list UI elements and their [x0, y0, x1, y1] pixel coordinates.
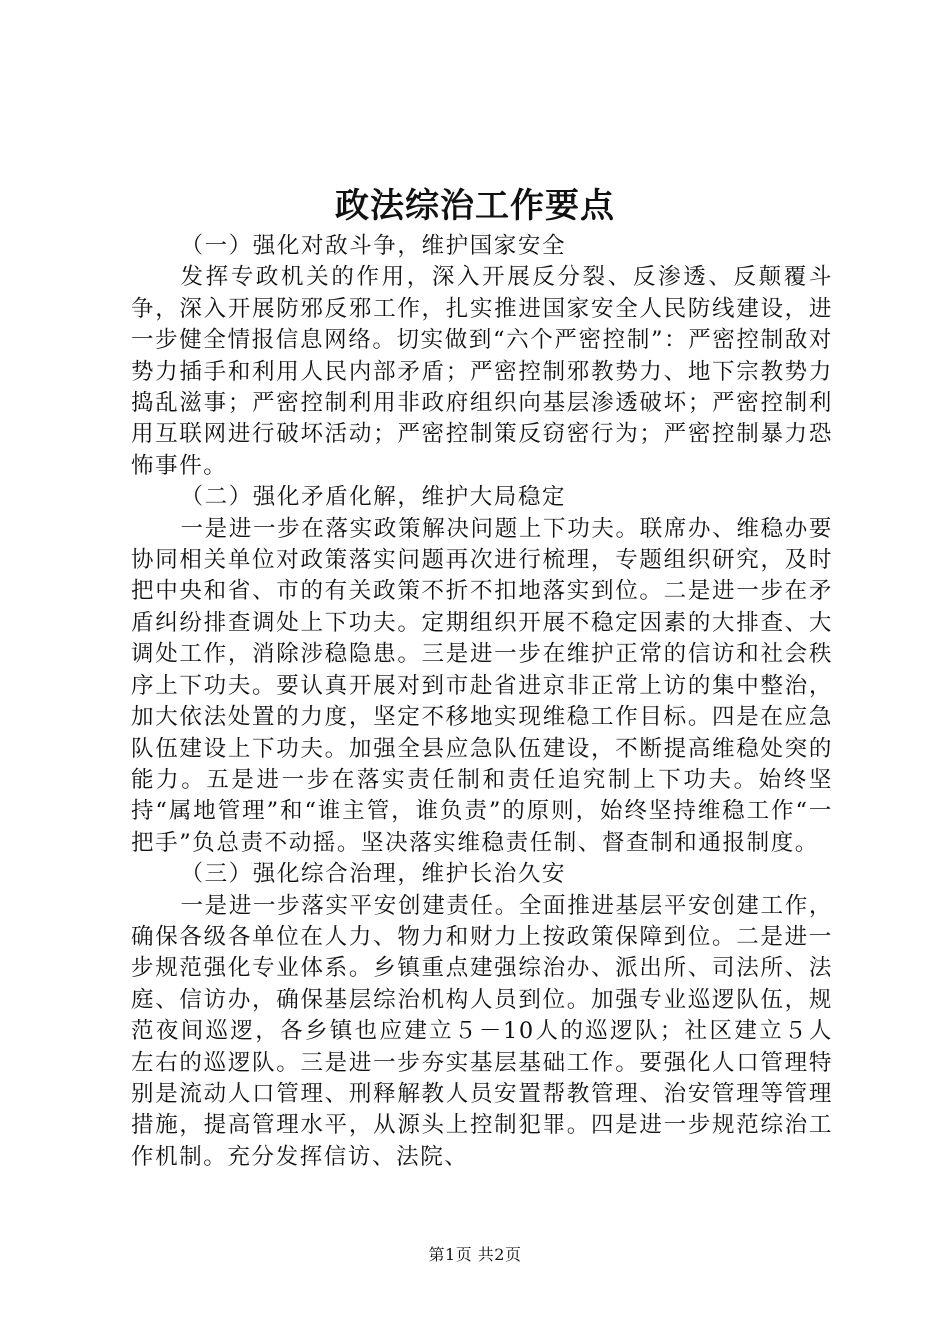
section-paragraph-1: 发挥专政机关的作用，深入开展反分裂、反渗透、反颠覆斗争，深入开展防邪反邪工作，扎实推进国家安全人民防线建设，进一步健全情报信息网络。切实做到“六个严密控制”：严密控制敌对势力插手和利用人民内部矛盾；严密控制邪教势力、地下宗教势力捣乱滋事；严密控制利用非政府组织向基层渗透破坏；严密控制利用互联网进行破坏活动；严密控制策反窃密行为；严密控制暴力恐怖事件。 [131, 264, 833, 479]
page-number-footer: 第1页 共2页 [428, 1245, 522, 1264]
document-title: 政法综治工作要点 [335, 186, 615, 226]
document-body [131, 231, 833, 1173]
section-paragraph-2: 一是进一步在落实政策解决问题上下功夫。联席办、维稳办要协同相关单位对政策落实问题再次进行梳理，专题组织研究，及时把中央和省、市的有关政策不折不扣地落实到位。二是进一步在矛盾纠纷排查调处上下功夫。定期组织开展不稳定因素的大排查、大调处工作，消除涉稳隐患。三是进一步在维护正常的信访和社会秩序上下功夫。要认真开展对到市赴省进京非正常上访的集中整治，加大依法处置的力度，坚定不移地实现维稳工作目标。四是在应急队伍建设上下功夫。加强全县应急队伍建设，不断提高维稳处突的能力。五是进一步在落实责任制和责任追究制上下功夫。始终坚持“属地管理”和“谁主管，谁负责”的原则，始终坚持维稳工作“一把手”负总责不动摇。坚决落实维稳责任制、督查制和通报制度。 [131, 515, 833, 856]
section-heading-2: （二）强化矛盾化解，维护大局稳定 [180, 484, 567, 511]
section-heading-3: （三）强化综合治理，维护长治久安 [180, 861, 567, 888]
section-paragraph-3: 一是进一步落实平安创建责任。全面推进基层平安创建工作，确保各级各单位在人力、物力和财力上按政策保障到位。二是进一步规范强化专业体系。乡镇重点建强综治办、派出所、司法所、法庭、信访办，确保基层综治机构人员到位。加强专业巡逻队伍，规范夜间巡逻，各乡镇也应建立５－10人的巡逻队；社区建立５人左右的巡逻队。三是进一步夯实基层基础工作。要强化人口管理特别是流动人口管理、刑释解教人员安置帮教管理、治安管理等管理措施，提高管理水平，从源头上控制犯罪。四是进一步规范综治工作机制。充分发挥信访、法院、 [131, 892, 833, 1170]
section-heading-1: （一）强化对敌斗争，维护国家安全 [180, 233, 567, 259]
